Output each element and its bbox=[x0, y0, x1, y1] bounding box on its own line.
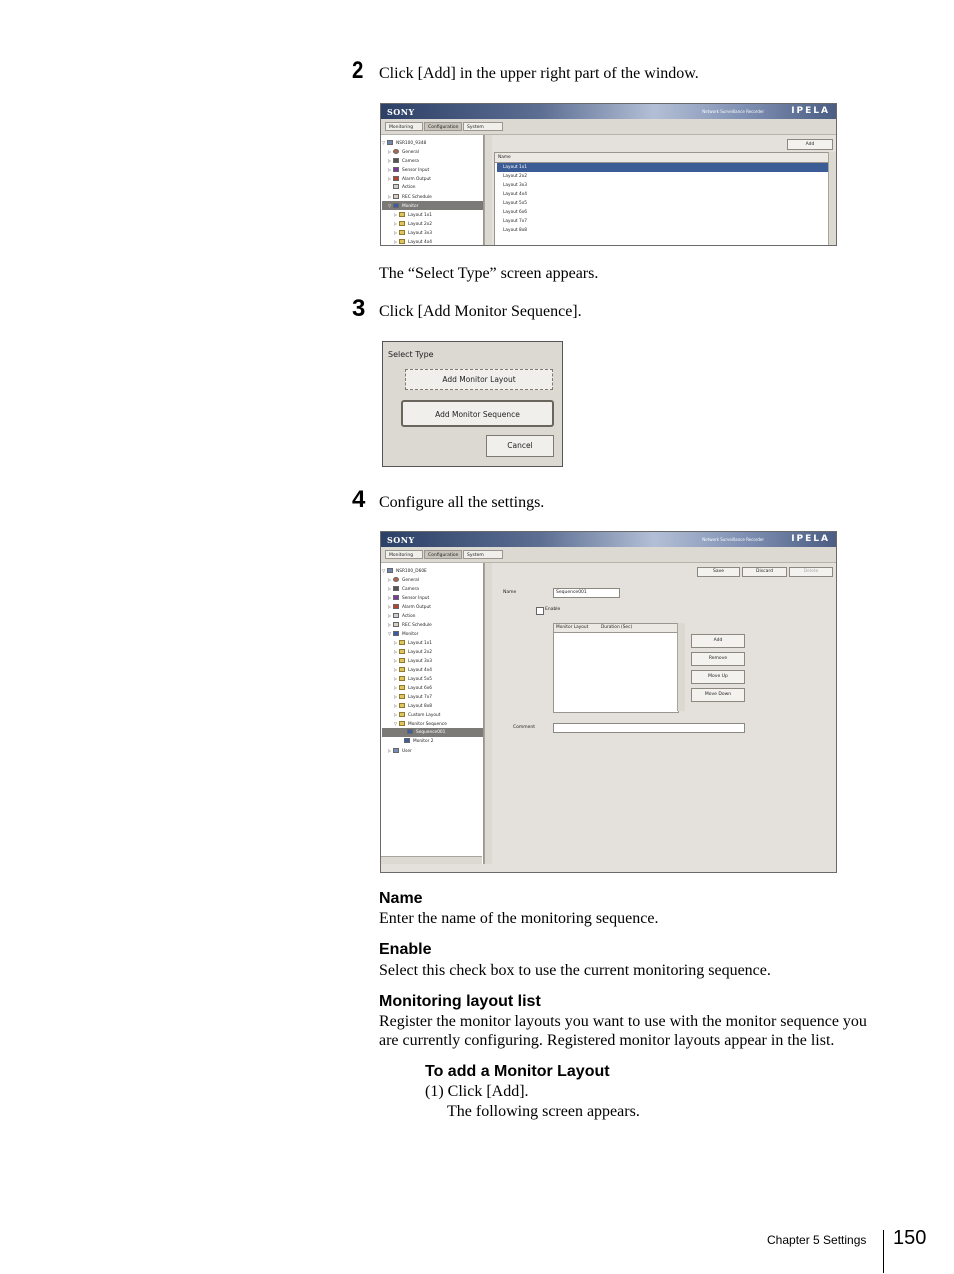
tree-item-rec-schedule[interactable]: ▷ REC Schedule bbox=[388, 622, 432, 628]
tree-item-general[interactable]: ▷ General bbox=[388, 149, 419, 155]
step-number: 3 bbox=[352, 295, 366, 322]
app-banner bbox=[381, 532, 836, 547]
app-banner bbox=[381, 104, 836, 119]
tree-item-layout[interactable]: ▷ Layout 2x2 bbox=[394, 649, 432, 655]
tree-item-layout[interactable]: ▷ Layout 3x3 bbox=[394, 658, 432, 664]
action-icon bbox=[393, 613, 399, 618]
computer-icon bbox=[387, 140, 393, 145]
action-icon bbox=[393, 184, 399, 189]
ipela-logo: IPELA bbox=[791, 106, 830, 116]
schedule-icon bbox=[393, 194, 399, 199]
tab-bar bbox=[381, 119, 836, 135]
camera-icon bbox=[393, 586, 399, 591]
sequence-icon bbox=[407, 729, 413, 734]
schedule-icon bbox=[393, 622, 399, 627]
camera-icon bbox=[393, 158, 399, 163]
list-item[interactable]: Layout 6x6 bbox=[503, 210, 527, 215]
folder-icon bbox=[399, 649, 405, 654]
product-name: Network Surveillance Recorder bbox=[702, 109, 764, 114]
step-text: Click [Add Monitor Sequence]. bbox=[379, 303, 582, 320]
tree-hscrollbar[interactable] bbox=[381, 856, 482, 864]
tree-item-layout[interactable]: ▷ Layout 1x1 bbox=[394, 212, 432, 218]
step-number: 4 bbox=[352, 486, 366, 513]
config-tree bbox=[381, 563, 484, 864]
tree-item-layout[interactable]: ▷ Layout 3x3 bbox=[394, 230, 432, 236]
tree-item-alarm-output[interactable]: ▷ Alarm Output bbox=[388, 176, 431, 182]
folder-icon bbox=[399, 658, 405, 663]
dialog-title: Select Type bbox=[388, 350, 434, 359]
tree-item-monitor-sequence[interactable]: ▽ Monitor Sequence bbox=[394, 721, 447, 727]
tree-item-layout[interactable]: ▷ Layout 8x8 bbox=[394, 703, 432, 709]
folder-icon bbox=[399, 640, 405, 645]
folder-icon bbox=[399, 694, 405, 699]
product-name: Network Surveillance Recorder bbox=[702, 537, 764, 542]
footer-divider bbox=[883, 1230, 884, 1273]
tab-monitoring[interactable]: Monitoring bbox=[385, 122, 423, 131]
list-header-filler bbox=[540, 153, 830, 163]
gear-icon bbox=[393, 577, 399, 582]
substep-text: (1) Click [Add]. bbox=[425, 1083, 529, 1100]
move-up-button[interactable]: Move Up bbox=[691, 670, 745, 684]
body-monitoring-layout-list-line1: Register the monitor layouts you want to use with the monitor sequence you bbox=[379, 1013, 867, 1030]
body-name: Enter the name of the monitoring sequence. bbox=[379, 910, 659, 927]
folder-icon bbox=[399, 712, 405, 717]
tree-item-general[interactable]: ▷ General bbox=[388, 577, 419, 583]
tree-item-root[interactable]: ▽ NSR100_D60E bbox=[382, 568, 427, 574]
tree-item-monitor-2[interactable]: Monitor 2 bbox=[399, 737, 433, 746]
monitor-icon bbox=[393, 631, 399, 636]
tree-item-layout[interactable]: ▷ Layout 7x7 bbox=[394, 694, 432, 700]
tree-item-rec-schedule[interactable]: ▷ REC Schedule bbox=[388, 194, 432, 200]
add-monitor-sequence-button[interactable]: Add Monitor Sequence bbox=[401, 400, 554, 427]
enable-checkbox[interactable] bbox=[536, 607, 544, 615]
step-number: 2 bbox=[352, 57, 364, 84]
tab-bar bbox=[381, 547, 836, 563]
sensor-icon bbox=[393, 595, 399, 600]
folder-icon bbox=[399, 685, 405, 690]
tree-item-custom-layout[interactable]: ▷ Custom Layout bbox=[394, 712, 441, 718]
screenshot-configuration-monitor bbox=[380, 103, 837, 246]
alarm-icon bbox=[393, 176, 399, 181]
tree-item-layout[interactable]: ▷ Layout 2x2 bbox=[394, 221, 432, 227]
folder-icon bbox=[399, 239, 405, 244]
screenshot-monitor-sequence bbox=[380, 531, 837, 873]
monitoring-layout-list bbox=[553, 623, 679, 713]
folder-icon bbox=[399, 703, 405, 708]
folder-icon bbox=[399, 721, 405, 726]
tree-item-monitor[interactable]: ▽ Monitor bbox=[388, 631, 419, 637]
ipela-logo: IPELA bbox=[791, 534, 830, 544]
user-icon bbox=[393, 748, 399, 753]
tree-item-layout[interactable]: ▷ Layout 1x1 bbox=[394, 640, 432, 646]
substep-result: The following screen appears. bbox=[447, 1103, 640, 1120]
list-item[interactable]: Layout 4x4 bbox=[503, 192, 527, 197]
tab-system[interactable]: System bbox=[463, 122, 503, 131]
body-enable: Select this check box to use the current monitoring sequence. bbox=[379, 962, 771, 979]
tree-item-camera[interactable]: ▷ Camera bbox=[388, 158, 419, 164]
sensor-icon bbox=[393, 167, 399, 172]
step-text: Configure all the settings. bbox=[379, 494, 545, 511]
name-label: Name bbox=[503, 590, 517, 595]
alarm-icon bbox=[393, 604, 399, 609]
tree-item-root[interactable]: ▽ NSR100_9348 bbox=[382, 140, 427, 146]
tree-scrollbar[interactable] bbox=[484, 135, 492, 245]
tree-item-user[interactable]: ▷ User bbox=[388, 748, 412, 754]
layout-list bbox=[494, 152, 831, 246]
col-duration[interactable]: Duration (Sec) bbox=[599, 624, 678, 633]
monitor-icon bbox=[393, 203, 399, 208]
cancel-button[interactable]: Cancel bbox=[486, 435, 554, 457]
comment-field[interactable] bbox=[553, 723, 745, 733]
folder-icon bbox=[399, 667, 405, 672]
list-item[interactable]: Layout 8x8 bbox=[503, 228, 527, 233]
tree-item-camera[interactable]: ▷ Camera bbox=[388, 586, 419, 592]
move-down-button[interactable]: Move Down bbox=[691, 688, 745, 702]
gear-icon bbox=[393, 149, 399, 154]
tab-configuration[interactable]: Configuration bbox=[424, 122, 462, 131]
list-header-name[interactable]: Name bbox=[495, 153, 543, 163]
result-text: The “Select Type” screen appears. bbox=[379, 265, 599, 282]
list-scrollbar[interactable] bbox=[828, 152, 836, 245]
folder-icon bbox=[399, 230, 405, 235]
discard-button[interactable]: Discard bbox=[742, 567, 787, 577]
subheading-add-monitor-layout: To add a Monitor Layout bbox=[425, 1063, 610, 1080]
list-item[interactable]: Layout 2x2 bbox=[503, 174, 527, 179]
comment-label: Comment bbox=[513, 725, 536, 730]
tree-item-layout[interactable]: ▷ Layout 4x4 bbox=[394, 239, 432, 245]
config-tree bbox=[381, 135, 484, 245]
monitor-icon bbox=[404, 738, 410, 743]
tree-item-action[interactable]: Action bbox=[388, 183, 415, 192]
delete-button[interactable]: Delete bbox=[789, 567, 833, 577]
add-button[interactable]: Add bbox=[787, 139, 833, 150]
page-number: 150 bbox=[893, 1227, 927, 1249]
col-monitor-layout[interactable]: Monitor Layout bbox=[554, 624, 601, 633]
tab-configuration[interactable]: Configuration bbox=[424, 550, 462, 559]
select-type-dialog bbox=[382, 341, 563, 467]
list-item[interactable]: Layout 3x3 bbox=[503, 183, 527, 188]
tree-item-sensor-input[interactable]: ▷ Sensor Input bbox=[388, 595, 430, 601]
tab-monitoring[interactable]: Monitoring bbox=[385, 550, 423, 559]
tree-item-monitor[interactable]: ▽ Monitor bbox=[382, 201, 483, 210]
layout-list-scrollbar[interactable] bbox=[677, 623, 685, 711]
folder-icon bbox=[399, 221, 405, 226]
list-item[interactable]: Layout 1x1 bbox=[497, 163, 833, 172]
list-item[interactable]: Layout 5x5 bbox=[503, 201, 527, 206]
tree-item-sequence[interactable]: Sequence001 bbox=[382, 728, 483, 737]
save-button[interactable]: Save bbox=[697, 567, 740, 577]
sony-logo: SONY bbox=[387, 535, 415, 545]
heading-monitoring-layout-list: Monitoring layout list bbox=[379, 993, 541, 1010]
add-layout-button[interactable]: Add bbox=[691, 634, 745, 648]
heading-name: Name bbox=[379, 890, 423, 907]
tree-item-layout[interactable]: ▷ Layout 5x5 bbox=[394, 676, 432, 682]
footer-chapter: Chapter 5 Settings bbox=[767, 1233, 867, 1247]
remove-button[interactable]: Remove bbox=[691, 652, 745, 666]
list-item[interactable]: Layout 7x7 bbox=[503, 219, 527, 224]
add-monitor-layout-button[interactable]: Add Monitor Layout bbox=[405, 369, 553, 390]
sony-logo: SONY bbox=[387, 107, 415, 117]
step-text: Click [Add] in the upper right part of the window. bbox=[379, 65, 699, 82]
body-monitoring-layout-list-line2: are currently configuring. Registered monitor layouts appear in the list. bbox=[379, 1032, 835, 1049]
tree-scrollbar[interactable] bbox=[484, 563, 492, 864]
folder-icon bbox=[399, 212, 405, 217]
computer-icon bbox=[387, 568, 393, 573]
enable-label: Enable bbox=[545, 607, 561, 612]
folder-icon bbox=[399, 676, 405, 681]
tree-item-alarm-output[interactable]: ▷ Alarm Output bbox=[388, 604, 431, 610]
heading-enable: Enable bbox=[379, 941, 432, 958]
tree-item-layout[interactable]: ▷ Layout 4x4 bbox=[394, 667, 432, 673]
name-field[interactable]: Sequence001 bbox=[553, 588, 620, 598]
tree-item-sensor-input[interactable]: ▷ Sensor Input bbox=[388, 167, 430, 173]
tab-system[interactable]: System bbox=[463, 550, 503, 559]
tree-item-layout[interactable]: ▷ Layout 6x6 bbox=[394, 685, 432, 691]
tree-item-action[interactable]: ▷ Action bbox=[388, 613, 416, 619]
